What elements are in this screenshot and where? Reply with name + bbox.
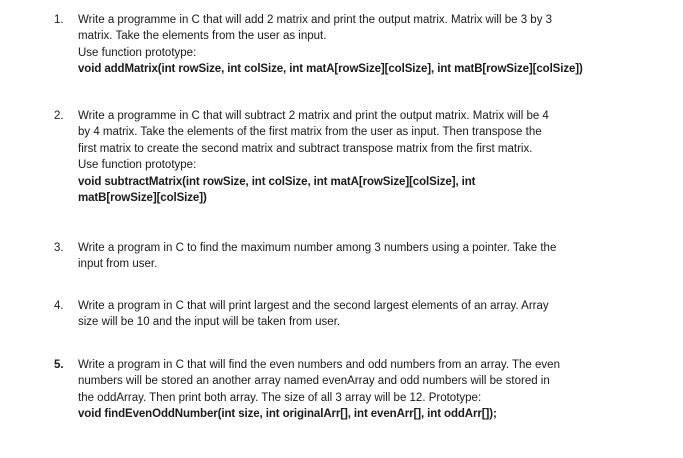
question-text [78, 12, 658, 78]
question-text [78, 357, 658, 423]
question-number: 2. [54, 110, 64, 122]
question-line: Write a program in C to find the maximum number among 3 numbers using a pointer. Take the [78, 242, 557, 254]
question-line: matrix. Take the elements from the user as input. [78, 30, 327, 43]
question-number: 5. [54, 359, 64, 371]
question-number: 3. [54, 242, 64, 254]
function-prototype: matB[rowSize][colSize]) [78, 192, 207, 205]
question-line: first matrix to create the second matrix and subtract transpose matrix from the first matrix. [78, 142, 533, 155]
question-line: Write a program in C that will print largest and the second largest elements of an array. Array [78, 300, 549, 312]
question-line: the oddArray. Then print both array. The size of all 3 array will be 12. Prototype: [78, 391, 482, 404]
question-text [78, 240, 658, 273]
question-line: Write a programme in C that will subtract 2 matrix and print the output matrix. Matrix will be 4 [78, 110, 549, 122]
question-line: input from user. [78, 258, 158, 271]
question-line: size will be 10 and the input will be taken from user. [78, 316, 341, 329]
question-line: by 4 matrix. Take the elements of the first matrix from the user as input. Then transpose the [78, 126, 542, 139]
question-line: Write a programme in C that will add 2 matrix and print the output matrix. Matrix will be 3 by 3 [78, 14, 553, 26]
question-number: 1. [54, 14, 64, 26]
question-number: 4. [54, 300, 64, 312]
question-line: Use function prototype: [78, 46, 197, 59]
question-text [78, 108, 658, 206]
question-line: numbers will be stored an another array named evenArray and odd numbers will be stored in [78, 375, 550, 388]
function-prototype: void addMatrix(int rowSize, int colSize, int matA[rowSize][colSize], int matB[rowSize][colSize]) [78, 63, 583, 76]
function-prototype: void findEvenOddNumber(int size, int originalArr[], int evenArr[], int oddArr[]); [78, 408, 497, 421]
function-prototype: void subtractMatrix(int rowSize, int colSize, int matA[rowSize][colSize], int [78, 175, 476, 188]
question-line: Use function prototype: [78, 159, 197, 172]
question-text [78, 298, 658, 331]
question-line: Write a program in C that will find the even numbers and odd numbers from an array. The even [78, 359, 560, 371]
